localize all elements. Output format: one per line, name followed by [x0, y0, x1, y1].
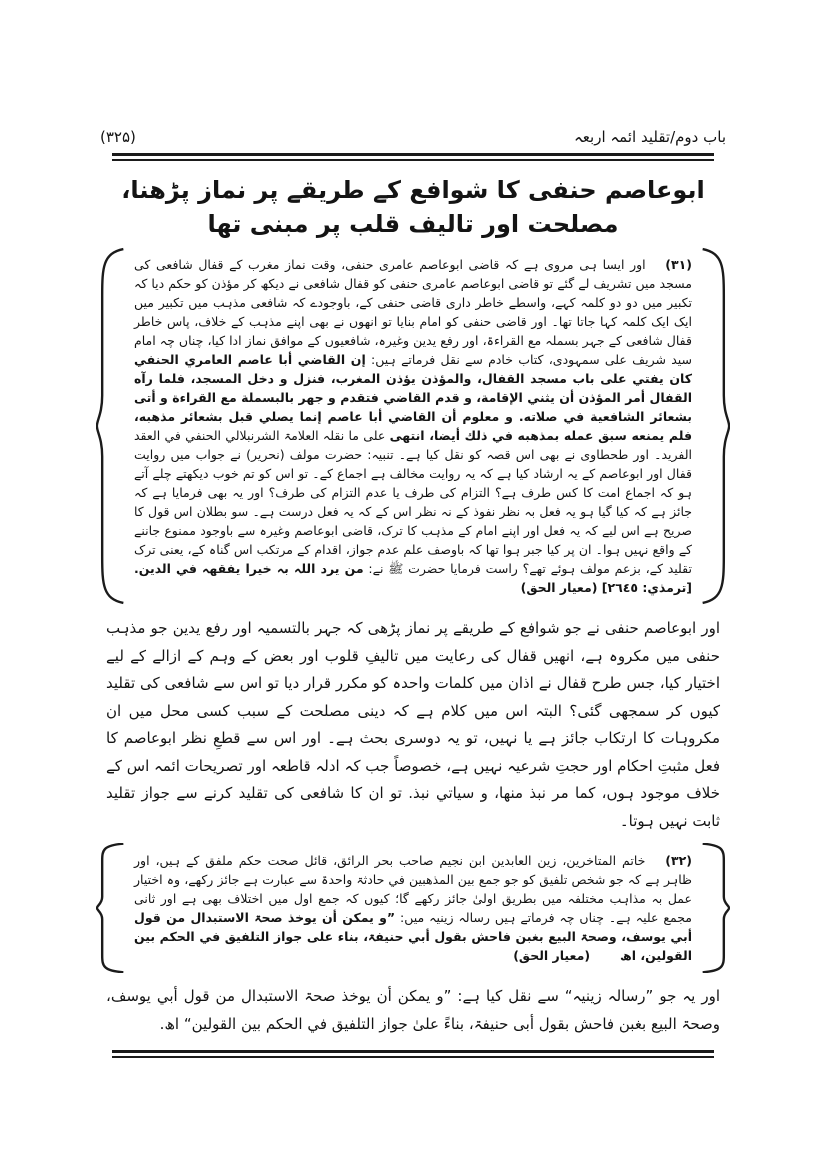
left-brace-icon	[96, 843, 126, 973]
quote-32-source: (معیار الحق)	[513, 948, 591, 963]
paragraph-1-urdu-a: اور ابوعاصم حنفی نے جو شوافع کے طریقے پر نماز پڑھی کہ جہر بالتسمیہ اور رفع یدین جو مذہب حنفی میں مکروہ ہے، انھیں قفال کی رعایت میں تالیفِ قلوب اور بعض کے وہم کے ازالے کے لیے اختیار کیا، جس طرح قفال نے اذان میں کلمات واحدہ کو مکرر قرار دیا تو اس سے شافعی کی تقلید کیوں کر سمجھی گئی؟ البتہ اس میں کلام ہے کہ دینی مصلحت کے سبب کسی محل میں ان مکروہات کا ارتکاب جائز ہے یا نہیں، تو یہ دوسری بحث ہے۔ اور اس سے قطعِ نظر ابوعاصم کا فعل مثبتِ احکام اور حجتِ شرعیہ نہیں ہے، خصوصاً جب کہ ادلہ قاطعہ اور تصریحات ائمہ اس کے خلاف موجود ہوں،	[106, 619, 720, 802]
quote-32-number: (۳۲)	[665, 853, 692, 868]
paragraph-2	[106, 983, 720, 1038]
quote-31-urdu-commentary: علی ما نقلہ العلامۃ الشرنبلالي الحنفي في العقد الفرید۔ اور طحطاوی نے بھی اس قصہ کو نقل کیا ہے۔ تنبیہ: حضرت مولف (نحریر) نے جواب میں روایت قفال اور ابوعاصم کے یہ ارشاد کیا ہے کہ یہ روایت مخالف ہے اجماع کے۔ تو اس کو تم خوب دیکھتے چلے آتے ہو کہ اجماع امت کا کس طرف ہے؟ التزام کی طرف یا عدم التزام کی طرف؟ اور یہ بھی فرمایا ہے کہ جائز ہے کہ کیا گیا ہو یہ فعل بہ نظر نفوذ کے نہ نظر اس کے کہ یہ فعل درست ہے۔ سو بطلان اس قول کا صریح ہے اس لیے کہ یہ فعل اور اپنے امام کے مذہب کا ترک، قاضی ابوعاصم وغیرہ سے باوجود ممنوع جاننے کے واقع نہیں ہوا۔ ان پر کیا جبر ہوا تھا کہ باوصف علم عدم جواز، اقدام کے مرتکب اس گناہ کے، یعنی ترک تقلید کے، بزعم مولف ہوئے تھے؟ راست فرمایا حضرت ﷺ نے:	[134, 428, 692, 576]
page-header	[100, 126, 726, 148]
page-number: (۳۲۵)	[100, 128, 136, 146]
quote-block-31	[100, 247, 726, 605]
header-divider	[112, 153, 714, 161]
quote-32-arabic-citation: ”و یمکن أن یوخذ صحۃ الاستبدال من قول أبي یوسف، وصحۃ البیع بغبن فاحش بقول أبي حنیفۃ، بناء علی جواز التلفیق في الحکم بین القولین، اھ	[134, 910, 692, 963]
left-brace-icon	[96, 247, 126, 605]
quote-31-number: (۳۱)	[665, 257, 692, 272]
quote-31-urdu-intro: اور ایسا ہی مروی ہے کہ قاضی ابوعاصم عامری حنفی، وقت نماز مغرب کے قفال شافعی کی مسجد میں تشریف لے گئے تو قاضی ابوعاصم عامری حنفی کو قفال شافعی نے دیکھ کر مؤذن کو حکم دیا کہ تکبیر میں دو دو کلمہ کہے، واسطے خاطر داری قاضی حنفی کے، باوجودے کہ شافعی مذہب میں تکبیر میں ایک ایک کلمہ کہا جاتا تھا۔ اور قاضی حنفی کو امام بنایا تو انھوں نے بھی اپنے مذہب کے خلاف، پاس خاطر قفال شافعی کے جہر بسملہ مع القراءۃ، اور رفع یدین وغیرہ، شافعیوں کے موافق نماز ادا کیا، چناں چہ امام سید شریف علی سمہودی، کتاب خادم سے نقل فرماتے ہیں:	[134, 257, 693, 367]
quote-31-reference: [ترمذي: ۲٦٤٥]	[597, 580, 692, 595]
quote-block-32	[100, 843, 726, 973]
paragraph-1	[106, 615, 720, 835]
section-title: ابوعاصم حنفی کا شوافع کے طریقے پر نماز پڑھنا، مصلحت اور تالیف قلب پر مبنی تھا	[121, 176, 705, 238]
right-brace-icon	[700, 247, 730, 605]
quote-31-hadith: من یرد اللہ بہ خیرا یفقھہ في الدین.	[134, 561, 364, 576]
quote-32-urdu-intro: خاتم المتاخرین، زین العابدین ابن نجیم صاحب بحر الرائق، قائل صحت حکم ملفق کے ہیں، اور ظاہر ہے کہ جو شخص تلفیق کو جو جمع بین المذھبین في حادثۃ واحدۃ سے عبارت ہے جائز رکھے، وہ اختیار عمل بہ مذاہب مختلفہ میں بطریق اولیٰ جائز رکھے گا؛ کیوں کہ جمع اول میں اختلاف بھی ہے اور ثانی مجمع علیہ ہے۔ چناں چہ فرماتے ہیں رسالہ زینیہ میں:	[134, 853, 692, 925]
paragraph-1-urdu-b: تو ان کا شافعی کی تقلید کرنے سے جواز تقلید ثابت نہیں ہوتا۔	[106, 784, 720, 830]
quote-31-source: (معیار الحق)	[520, 580, 598, 595]
right-brace-icon	[700, 843, 730, 973]
paragraph-1-arabic: كما مر نبذ منها، و سياتي نبذ.	[408, 784, 596, 802]
paragraph-2-arabic: ”و یمکن أن یوخذ صحۃ الاستبدال من قول أبي یوسف، وصحۃ البیع بغبن فاحش بقول أبی حنیفۃ، بناءً علیٰ جواز التلفیق في الحکم بین القولین“ اھ.	[106, 987, 720, 1033]
paragraph-2-urdu: اور یہ جو ”رسالہ زینیہ“ سے نقل کیا ہے:	[451, 987, 720, 1005]
quote-32-text	[134, 851, 692, 965]
chapter-heading: باب دوم/تقلید ائمہ اربعہ	[574, 128, 726, 146]
quote-31-text	[134, 255, 692, 597]
footer-divider	[112, 1050, 714, 1058]
quote-31-arabic-citation: إن القاضي أبا عاصم العامري الحنفي كان يفتي على باب مسجد القفال، والمؤذن يؤذن المغرب، فنزل و دخل المسجد، فلما رآه القفال أمر المؤذن أن يثني الإقامة، و قدم القاضي فتقدم و جهر بالبسملة مع القراءة و أتى بشعائر الشافعية في صلاته. و معلوم أن القاضي أبا عاصم إنما يصلي قبل بشعائر مذهبه، فلم يمنعه سبق عمله بمذهبه في ذلك أيضا، انتهى	[134, 352, 693, 443]
